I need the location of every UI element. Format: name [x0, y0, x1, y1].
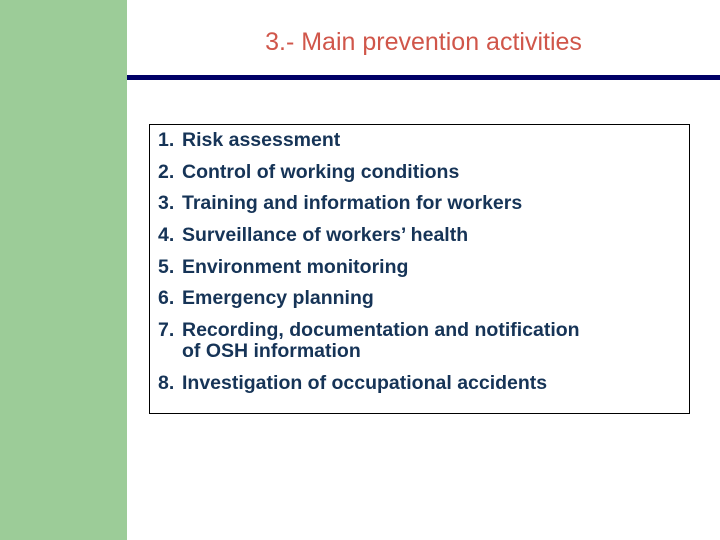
- list-item: [158, 373, 689, 394]
- item-text: Environment monitoring: [182, 255, 409, 278]
- item-text: Control of working conditions: [182, 160, 460, 183]
- item-number: 8.: [158, 372, 175, 395]
- item-text: Surveillance of workers’ health: [182, 224, 469, 247]
- side-accent-bar: [0, 0, 127, 540]
- item-number: 4.: [158, 224, 175, 247]
- item-text-line-1: Recording, documentation and notification: [182, 319, 580, 342]
- item-text: Emergency planning: [182, 287, 374, 310]
- item-number: 3.: [158, 192, 175, 215]
- item-number: 5.: [158, 255, 175, 278]
- list-item: [158, 225, 689, 246]
- list-item: [158, 162, 689, 183]
- item-number: 6.: [158, 287, 175, 310]
- item-text: Risk assessment: [182, 129, 341, 151]
- list-item: [158, 320, 689, 362]
- activities-list-box: [149, 124, 690, 414]
- item-text: Training and information for workers: [182, 192, 523, 215]
- item-text-line-2: of OSH information: [182, 340, 361, 363]
- list-item: [158, 257, 689, 278]
- item-text: [182, 320, 580, 362]
- item-number: 7.: [158, 319, 175, 342]
- item-number: 1.: [158, 129, 175, 151]
- item-text: Investigation of occupational accidents: [182, 372, 548, 395]
- item-number: 2.: [158, 160, 175, 183]
- title-divider: [127, 75, 720, 80]
- list-item: [158, 288, 689, 309]
- list-item: [158, 130, 689, 151]
- slide-title: 3.- Main prevention activities: [265, 28, 582, 56]
- list-item: [158, 193, 689, 214]
